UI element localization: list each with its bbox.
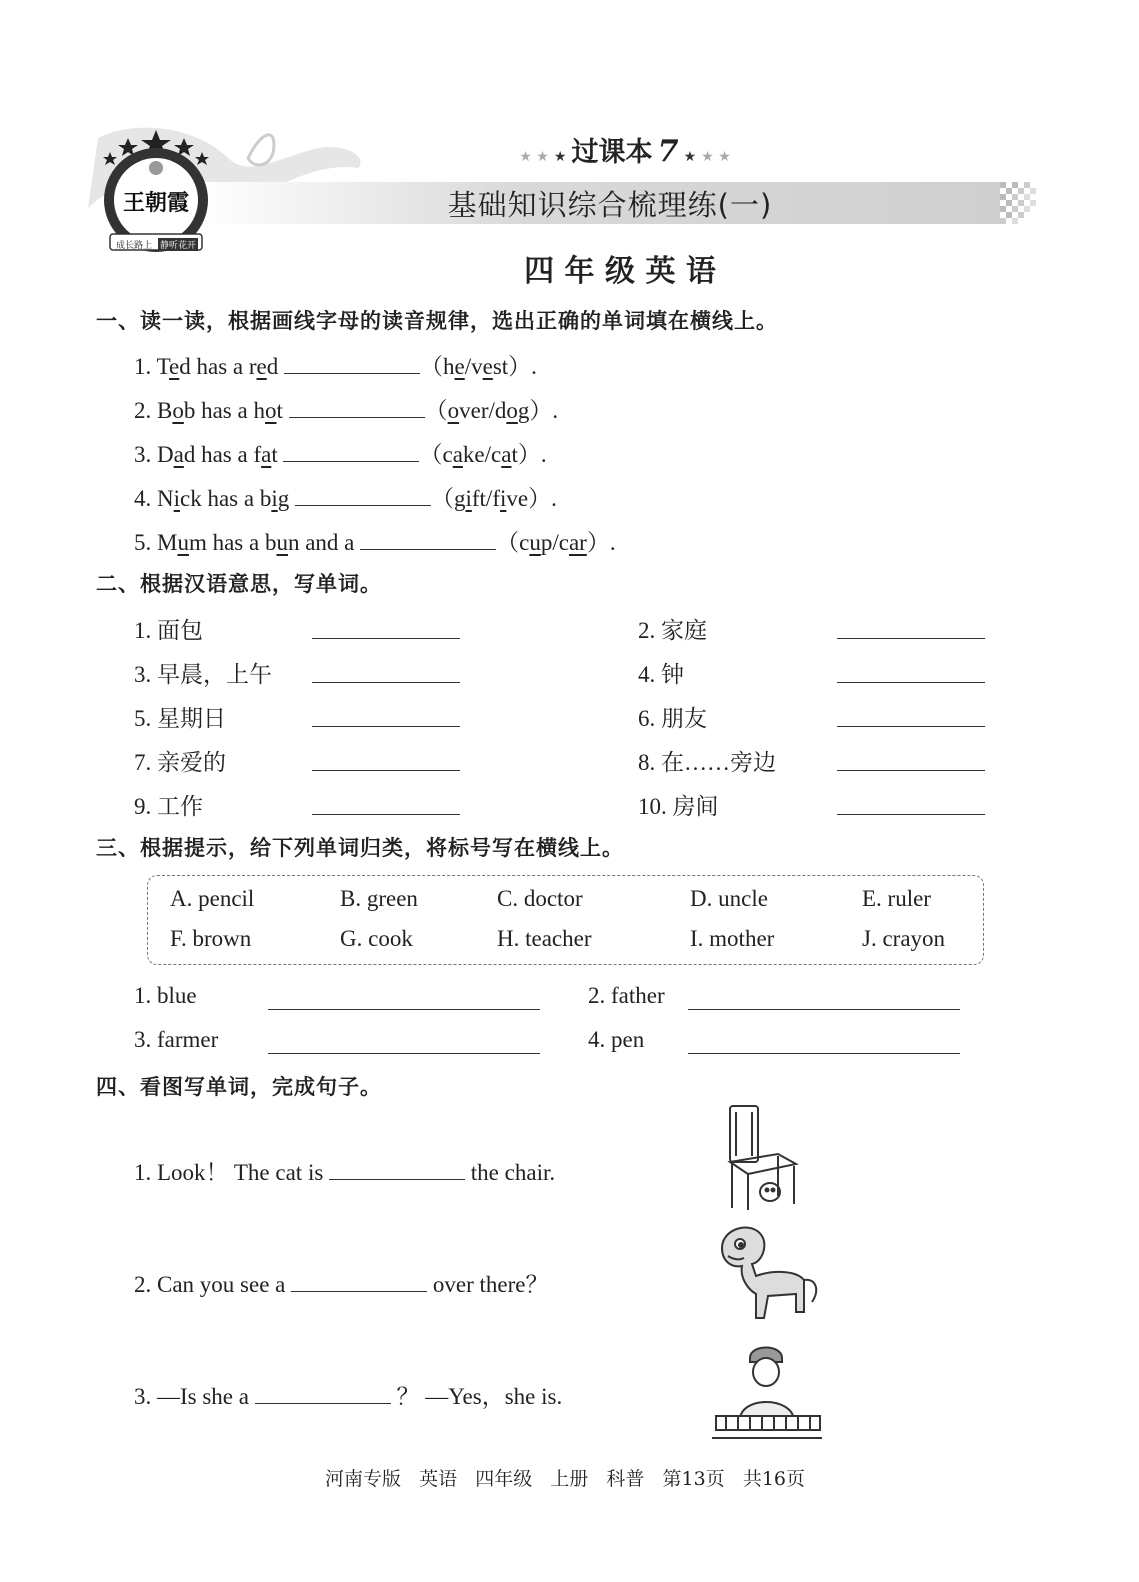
s1-item-1: 1. Ted has a red （he/vest）. — [134, 348, 537, 381]
option-c: C. doctor — [497, 886, 583, 911]
s3-prompt-4: 4. pen — [588, 1027, 645, 1052]
option-i: I. mother — [690, 926, 775, 951]
s2-right-5: 10. 房间 — [638, 794, 719, 819]
option-a: A. pencil — [170, 886, 255, 911]
answer-blank[interactable] — [312, 682, 460, 683]
answer-blank[interactable] — [837, 814, 985, 815]
answer-blank[interactable] — [312, 638, 460, 639]
s1-item-5: 5. Mum has a bun and a （cup/car）. — [134, 524, 616, 557]
answer-blank[interactable] — [360, 527, 496, 550]
logo-name: 王朝霞 — [122, 191, 189, 216]
option-j: J. crayon — [862, 926, 946, 951]
chair-cat-picture-icon — [718, 1100, 808, 1215]
logo-tag-2: 静听花开 — [158, 238, 198, 251]
s3-prompt-3: 3. farmer — [134, 1027, 219, 1052]
star-decoration-right: ★ ★ — [701, 149, 731, 165]
answer-blank[interactable] — [837, 682, 985, 683]
answer-blank[interactable] — [312, 814, 460, 815]
answer-blank[interactable] — [837, 638, 985, 639]
option-d: D. uncle — [690, 886, 768, 911]
answer-blank[interactable] — [312, 726, 460, 727]
series-name: 过课本 — [571, 137, 653, 168]
answer-blank[interactable] — [837, 770, 985, 771]
answer-blank[interactable] — [688, 1053, 960, 1054]
answer-blank[interactable] — [268, 1009, 540, 1010]
logo-tag-1: 成长路上 — [116, 241, 153, 251]
answer-blank[interactable] — [268, 1053, 540, 1054]
s3-prompt-2: 2. father — [588, 983, 665, 1008]
page-title: 基础知识综合梳理练(一) — [447, 188, 773, 222]
answer-blank[interactable] — [295, 483, 431, 506]
s4-sentence-3: 3. —Is she a ？ —Yes，she is. — [134, 1378, 562, 1411]
section-4-heading: 四、看图写单词，完成句子。 — [96, 1075, 382, 1099]
answer-blank[interactable] — [312, 770, 460, 771]
s3-prompt-1: 1. blue — [134, 983, 197, 1008]
page-footer: 河南专版 英语 四年级 上册 科普 第13页 共16页 — [324, 1468, 806, 1490]
answer-blank[interactable] — [284, 351, 420, 374]
s1-item-2: 2. Bob has a hot （over/dog）. — [134, 392, 558, 425]
s2-left-2: 3. 早晨，上午 — [134, 662, 272, 687]
series-label — [500, 130, 750, 169]
star-icon: ★ — [553, 149, 567, 165]
option-h: H. teacher — [497, 926, 592, 951]
horse-picture-icon — [712, 1218, 824, 1328]
s2-left-4: 7. 亲爱的 — [134, 750, 226, 775]
answer-blank[interactable] — [291, 1269, 427, 1292]
section-1-heading: 一、读一读，根据画线字母的读音规律，选出正确的单词填在横线上。 — [96, 309, 778, 333]
answer-blank[interactable] — [688, 1009, 960, 1010]
s2-left-1: 1. 面包 — [134, 618, 203, 643]
s2-right-4: 8. 在……旁边 — [638, 750, 776, 775]
pianist-picture-icon — [710, 1340, 826, 1444]
s4-sentence-1: 1. Look！ The cat is the chair. — [134, 1154, 555, 1187]
s2-right-3: 6. 朋友 — [638, 706, 707, 731]
s1-item-4: 4. Nick has a big （gift/five）. — [134, 480, 557, 513]
option-f: F. brown — [170, 926, 252, 951]
section-3-heading: 三、根据提示，给下列单词归类，将标号写在横线上。 — [96, 836, 624, 860]
answer-blank[interactable] — [255, 1381, 391, 1404]
answer-blank[interactable] — [283, 439, 419, 462]
section-2-heading: 二、根据汉语意思，写单词。 — [96, 572, 382, 596]
s1-item-3: 3. Dad has a fat （cake/cat）. — [134, 436, 547, 469]
s2-left-5: 9. 工作 — [134, 794, 203, 819]
star-decoration-left: ★ ★ — [519, 149, 549, 165]
s2-right-2: 4. 钟 — [638, 662, 684, 687]
option-g: G. cook — [340, 926, 413, 951]
s2-left-3: 5. 星期日 — [134, 706, 226, 731]
answer-blank[interactable] — [837, 726, 985, 727]
answer-blank[interactable] — [289, 395, 425, 418]
subject-title: 四 年 级 英 语 — [524, 254, 716, 289]
option-e: E. ruler — [862, 886, 931, 911]
option-b: B. green — [340, 886, 418, 911]
star-icon: ★ — [683, 149, 697, 165]
s4-sentence-2: 2. Can you see a over there？ — [134, 1266, 548, 1299]
answer-blank[interactable] — [329, 1157, 465, 1180]
brand-logo — [96, 128, 216, 258]
series-number: 7 — [657, 134, 679, 169]
s2-right-1: 2. 家庭 — [638, 618, 707, 643]
